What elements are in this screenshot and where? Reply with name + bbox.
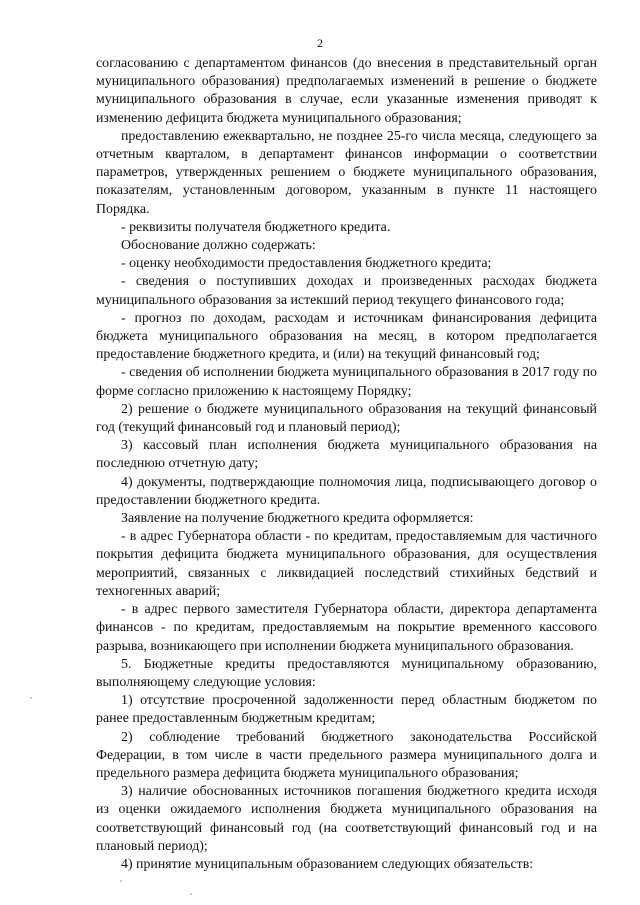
paragraph: 1) отсутствие просроченной задолженности перед областным бюджетом по ранее предоставленным бюджетным кредитам; xyxy=(96,693,597,727)
paragraph: 3) кассовый план исполнения бюджета муниципального образования на последнюю отчетную дату; xyxy=(96,438,597,472)
paragraph: - в адрес Губернатора области - по кредитам, предоставляемым для частичного покрытия дефицита бюджета муниципального образования, для осуществления мероприятий, связанных с ликвидацией последствий стихийных бедствий и техногенных аварий; xyxy=(96,529,597,599)
paragraph: 5. Бюджетные кредиты предоставляются муниципальному образованию, выполняющему следующие условия: xyxy=(96,656,597,690)
document-body xyxy=(96,55,597,874)
paragraph: - оценку необходимости предоставления бюджетного кредита; xyxy=(121,256,492,272)
paragraph: - сведения о поступивших доходах и произведенных расходах бюджета муниципального образования за истекший период текущего финансового года; xyxy=(96,274,597,308)
scan-speck xyxy=(190,893,192,895)
paragraph: - сведения об исполнении бюджета муниципального образования в 2017 году по форме согласно приложению к настоящему Порядку; xyxy=(96,365,597,399)
paragraph: 2) решение о бюджете муниципального образования на текущий финансовый год (текущий финансовый год и плановый период); xyxy=(96,401,597,436)
paragraph: согласованию с департаментом финансов (до внесения в представительный орган муниципального образования) предполагаемых изменений в решение о бюджете муниципального образования в случае, если указанные изменения приводят к изменению дефицита бюджета муниципального образования; xyxy=(96,56,597,126)
scan-speck xyxy=(120,880,122,882)
paragraph: 4) документы, подтверждающие полномочия лица, подписывающего договор о предоставлении бюджетного кредита. xyxy=(96,474,597,508)
paragraph: 2) соблюдение требований бюджетного законодательства Российской Федерации, в том числе в части предельного размера муниципального долга и предельного размера дефицита бюджета муниципального образования; xyxy=(96,729,597,781)
paragraph: Обоснование должно содержать: xyxy=(121,238,316,254)
paragraph: 3) наличие обоснованных источников погашения бюджетного кредита исходя из оценки ожидаемого исполнения бюджета муниципального образования на соответствующий финансовый год (на соответствующий финансовый год и на плановый период); xyxy=(96,784,597,854)
paragraph: - в адрес первого заместителя Губернатора области, директора департамента финансов - по кредитам, предоставляемым на покрытие временного кассового разрыва, возникающего при исполнении бюджета муниципального образования. xyxy=(96,602,597,654)
paragraph: 4) принятие муниципальным образованием следующих обязательств: xyxy=(121,856,534,872)
scan-speck xyxy=(30,697,32,699)
paragraph: - реквизиты получателя бюджетного кредита. xyxy=(121,219,391,235)
page-number: 2 xyxy=(317,36,323,50)
paragraph: предоставлению ежеквартально, не позднее 25-го числа месяца, следующего за отчетным кварталом, в департамент финансов информации о соответствии параметров, утвержденных решением о бюджете муниципального образования, показателям, установленным договором, указанным в пункте 11 настоящего Порядка. xyxy=(96,128,597,217)
paragraph: - прогноз по доходам, расходам и источникам финансирования дефицита бюджета муниципального образования на месяц, в котором предполагается предоставление бюджетного кредита, и (или) на текущий финансовый год; xyxy=(96,310,597,363)
paragraph: Заявление на получение бюджетного кредита оформляется: xyxy=(121,511,474,527)
